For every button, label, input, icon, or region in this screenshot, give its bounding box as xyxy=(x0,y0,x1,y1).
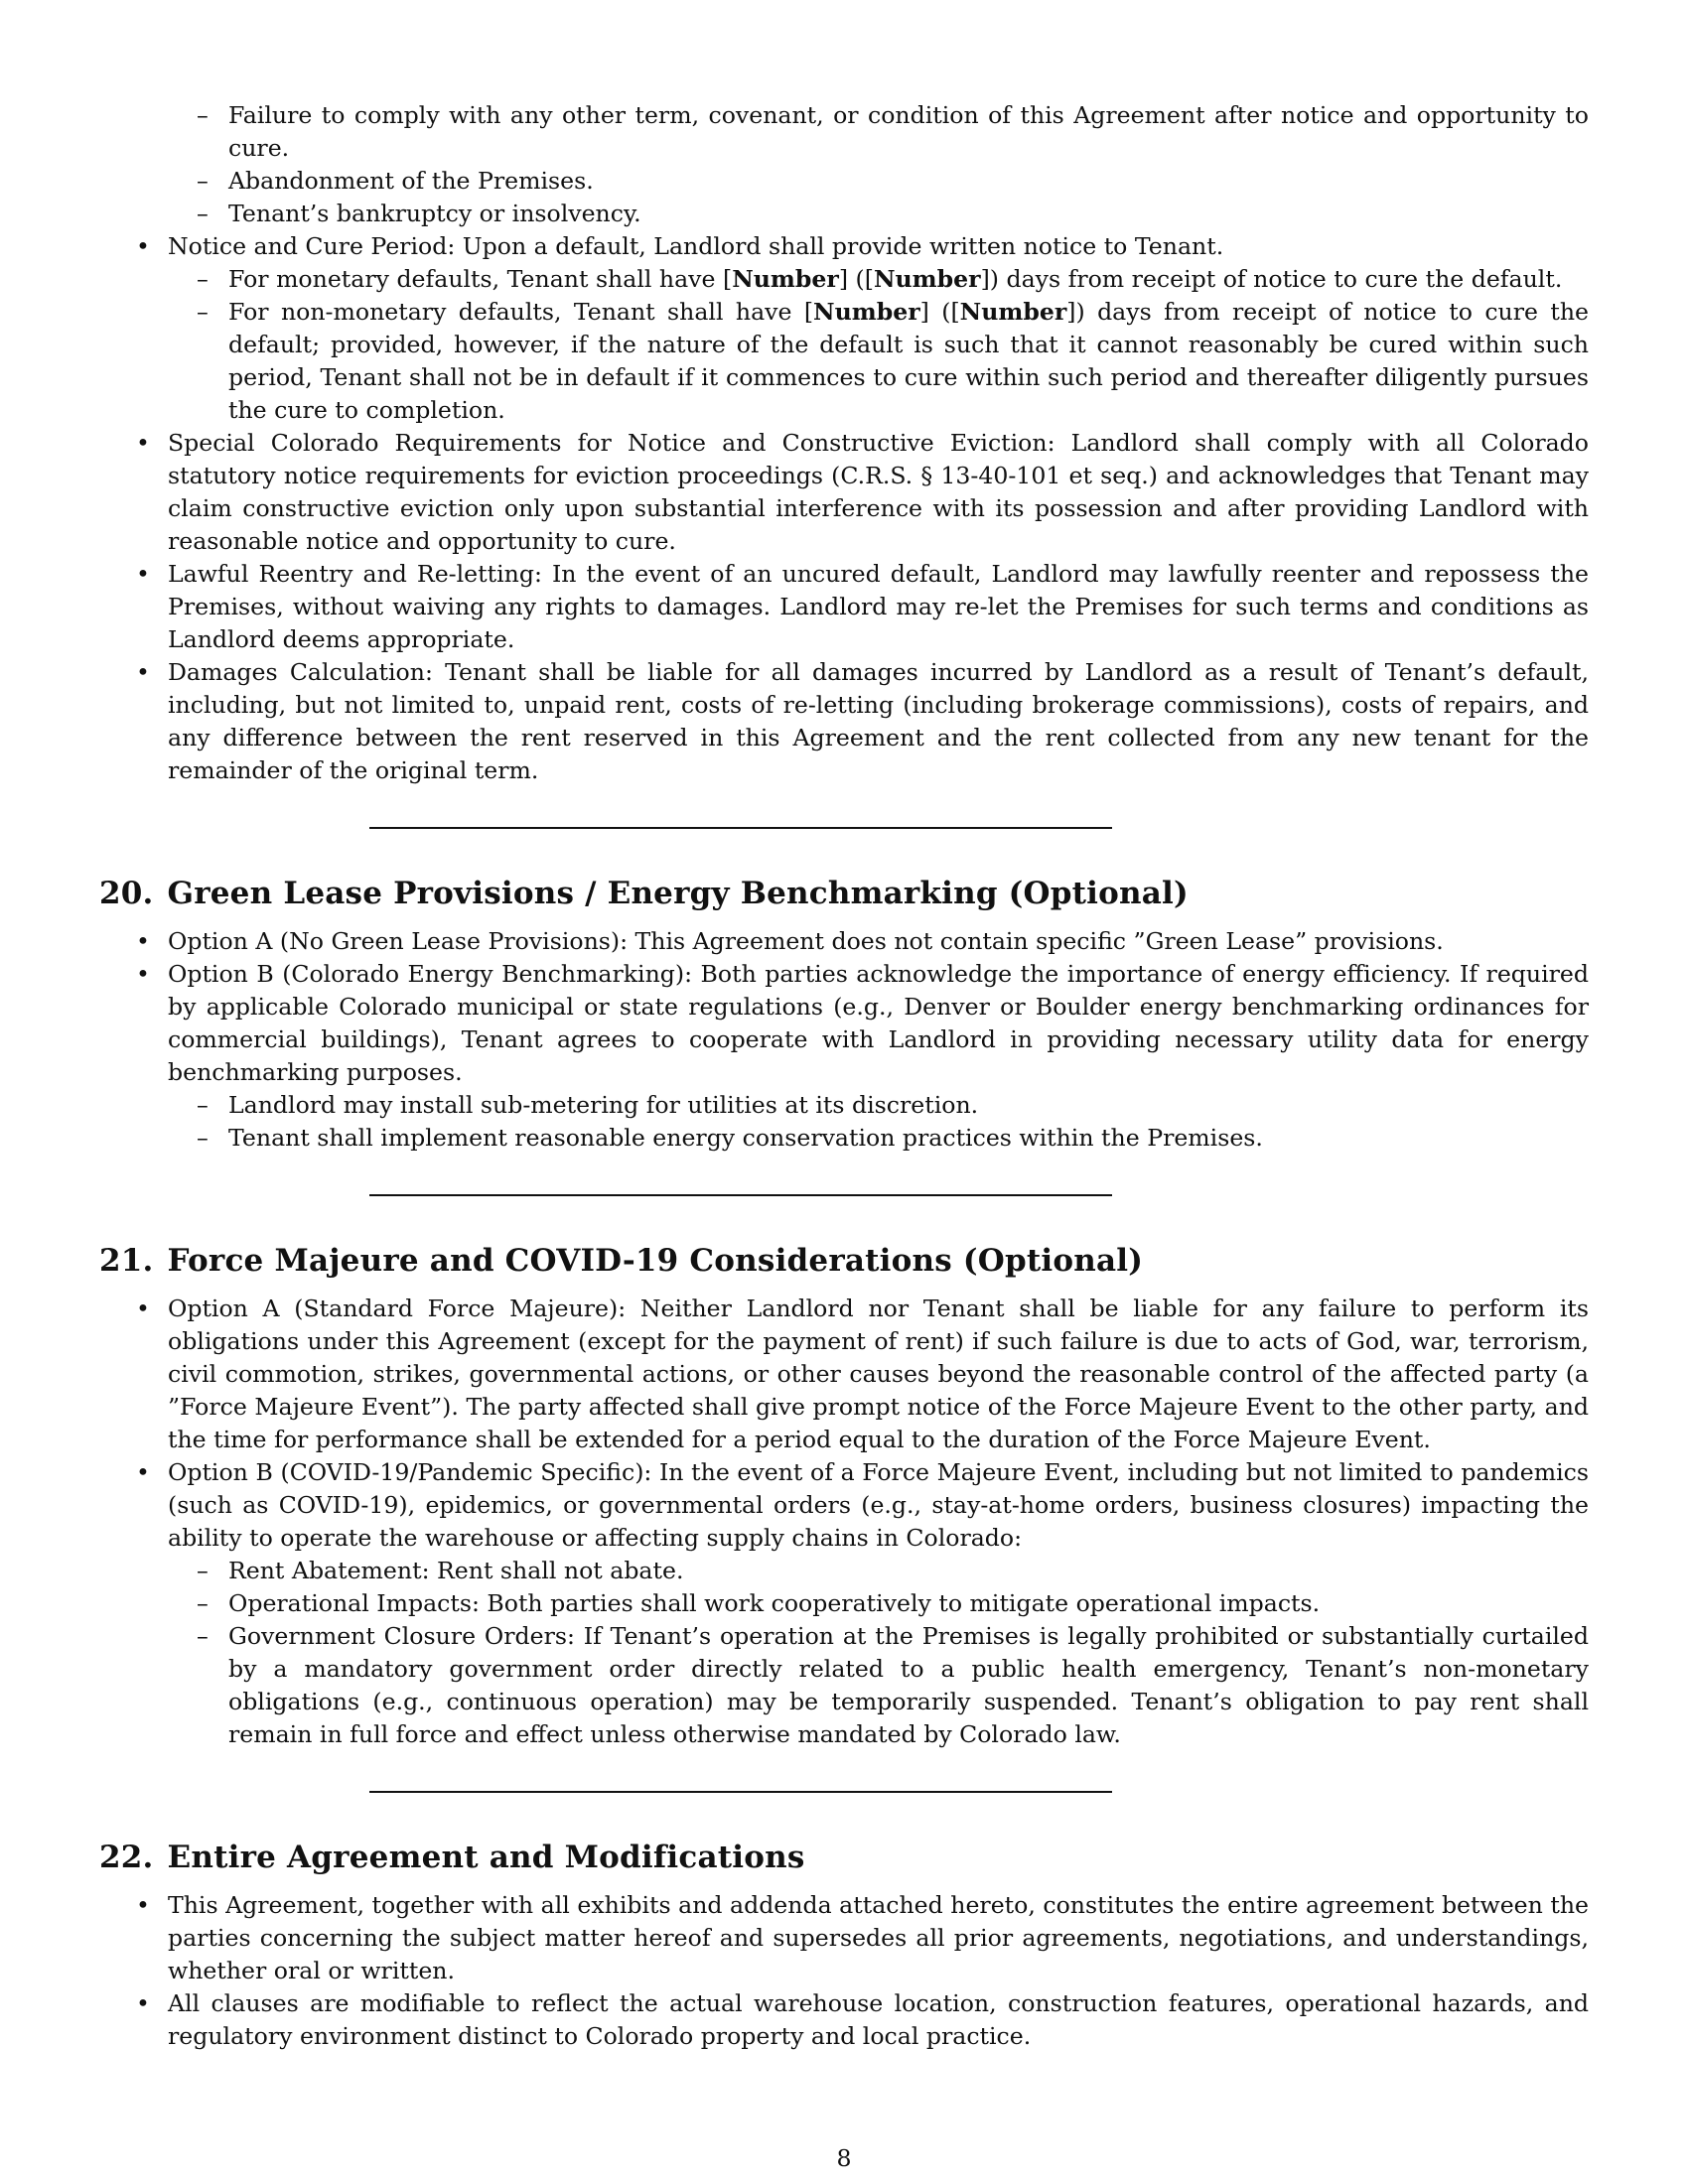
section-divider xyxy=(369,827,1112,829)
section-20-list xyxy=(99,925,1589,1155)
list-item: • Lawful Reentry and Re-letting: In the event of an uncured default, Landlord may lawfully reenter and repossess the Premises, without waiving any rights to damages. Landlord may re-let the Premises for such terms and conditions as Landlord deems appropriate. xyxy=(99,558,1589,656)
list-item: • This Agreement, together with all exhibits and addenda attached hereto, constitutes the entire agreement between the parties concerning the subject matter hereof and supersedes all prior agreements, negotiations, and understandings, whether oral or written. xyxy=(99,1889,1589,1987)
list-item: • Damages Calculation: Tenant shall be liable for all damages incurred by Landlord as a result of Tenant’s default, including, but not limited to, unpaid rent, costs of re-letting (including brokerage commissions), costs of repairs, and any difference between the rent reserved in this Agreement and the rent collected from any new tenant for the remainder of the original term. xyxy=(99,656,1589,787)
number-placeholder: Number xyxy=(959,298,1067,326)
list-item: – Tenant’s bankruptcy or insolvency. xyxy=(228,198,1589,230)
default-events-list xyxy=(99,99,1589,230)
list-item: – Abandonment of the Premises. xyxy=(228,165,1589,198)
section-heading xyxy=(99,876,1589,911)
list-item: – Rent Abatement: Rent shall not abate. xyxy=(168,1555,1589,1587)
section-title: Green Lease Provisions / Energy Benchmarking (Optional) xyxy=(167,876,1189,911)
list-item: • Option A (Standard Force Majeure): Neither Landlord nor Tenant shall be liable for any failure to perform its obligations under this Agreement (except for the payment of rent) if such failure is due to acts of God, war, terrorism, civil commotion, strikes, governmental actions, or other causes beyond the reasonable control of the affected party (a ”Force Majeure Event”). The party affected shall give prompt notice of the Force Majeure Event to the other party, and the time for performance shall be extended for a period equal to the duration of the Force Majeure Event. xyxy=(99,1293,1589,1456)
list-item: • All clauses are modifiable to reflect the actual warehouse location, construction features, operational hazards, and regulatory environment distinct to Colorado property and local practice. xyxy=(99,1987,1589,2053)
section-number: 21. xyxy=(99,1243,154,1279)
list-item: • Option A (No Green Lease Provisions): This Agreement does not contain specific ”Green Lease” provisions. xyxy=(99,925,1589,958)
list-item xyxy=(99,1456,1589,1751)
page-number: 8 xyxy=(836,2144,852,2172)
notice-sublist xyxy=(99,263,1589,427)
section-divider xyxy=(369,1194,1112,1196)
section-heading xyxy=(99,1840,1589,1875)
list-item: • Special Colorado Requirements for Notice and Constructive Eviction: Landlord shall comply with all Colorado statutory notice requirements for eviction proceedings (C.R.S. § 13-40-101 et seq.) and acknowledges that Tenant may claim constructive eviction only upon substantial interference with its possession and after providing Landlord with reasonable notice and opportunity to cure. xyxy=(99,427,1589,558)
number-placeholder: Number xyxy=(813,298,920,326)
list-item: – Landlord may install sub-metering for utilities at its discretion. xyxy=(168,1089,1589,1122)
monetary-text-b: days from receipt of notice to cure the default. xyxy=(998,265,1563,293)
section-21-list xyxy=(99,1293,1589,1751)
nonmonetary-text-b: days from receipt of notice to cure the default; provided, however, if the nature of the default is such that it cannot reasonably be cured within such period, Tenant shall not be in default if it commences to cure within such period and thereafter diligently pursues the cure to completion. xyxy=(228,298,1589,424)
section-number: 22. xyxy=(99,1840,154,1875)
section-title: Entire Agreement and Modifications xyxy=(167,1840,805,1875)
option-b-text: Option B (COVID-19/Pandemic Specific): In the event of a Force Majeure Event, including but not limited to pandemics (such as COVID-19), epidemics, or governmental orders (e.g., stay-at-home orders, business closures) impacting the ability to operate the warehouse or affecting supply chains in Colorado: xyxy=(168,1458,1589,1552)
section-22-list xyxy=(99,1889,1589,2053)
section-heading xyxy=(99,1243,1589,1279)
number-placeholder: Number xyxy=(732,265,839,293)
list-item xyxy=(99,230,1589,427)
list-item: – For non-monetary defaults, Tenant shall have [Number] ([Number]) days from receipt of notice to cure the default; provided, however, if the nature of the default is such that it cannot reasonably be cured within such period, Tenant shall not be in default if it commences to cure within such period and thereafter diligently pursues the cure to completion. xyxy=(168,296,1589,427)
section-number: 20. xyxy=(99,876,154,911)
list-item xyxy=(99,958,1589,1155)
list-item: – Tenant shall implement reasonable energy conservation practices within the Premises. xyxy=(168,1122,1589,1155)
option-b-text: Option B (Colorado Energy Benchmarking): Both parties acknowledge the importance of energy efficiency. If required by applicable Colorado municipal or state regulations (e.g., Denver or Boulder energy benchmarking ordinances for commercial buildings), Tenant agrees to cooperate with Landlord in providing necessary utility data for energy benchmarking purposes. xyxy=(168,960,1589,1086)
list-item: – For monetary defaults, Tenant shall have [Number] ([Number]) days from receipt of notice to cure the default. xyxy=(168,263,1589,296)
default-remedies-list xyxy=(99,230,1589,787)
section-21-sublist xyxy=(99,1555,1589,1751)
section-divider xyxy=(369,1791,1112,1793)
list-item: – Government Closure Orders: If Tenant’s operation at the Premises is legally prohibited or substantially curtailed by a mandatory government order directly related to a public health emergency, Tenant’s non-monetary obligations (e.g., continuous operation) may be temporarily suspended. Tenant’s obligation to pay rent shall remain in full force and effect unless otherwise mandated by Colorado law. xyxy=(168,1620,1589,1751)
section-20-sublist xyxy=(99,1089,1589,1155)
number-placeholder: Number xyxy=(873,265,981,293)
nonmonetary-text-a: For non-monetary defaults, Tenant shall have xyxy=(228,298,804,326)
page-content xyxy=(99,99,1589,2053)
list-item: – Operational Impacts: Both parties shall work cooperatively to mitigate operational impacts. xyxy=(168,1587,1589,1620)
notice-cure-label: Notice and Cure Period: Upon a default, Landlord shall provide written notice to Tenant. xyxy=(168,232,1224,260)
section-title: Force Majeure and COVID-19 Considerations (Optional) xyxy=(167,1243,1144,1279)
monetary-text-a: For monetary defaults, Tenant shall have xyxy=(228,265,723,293)
list-item: – Failure to comply with any other term, covenant, or condition of this Agreement after notice and opportunity to cure. xyxy=(228,99,1589,165)
